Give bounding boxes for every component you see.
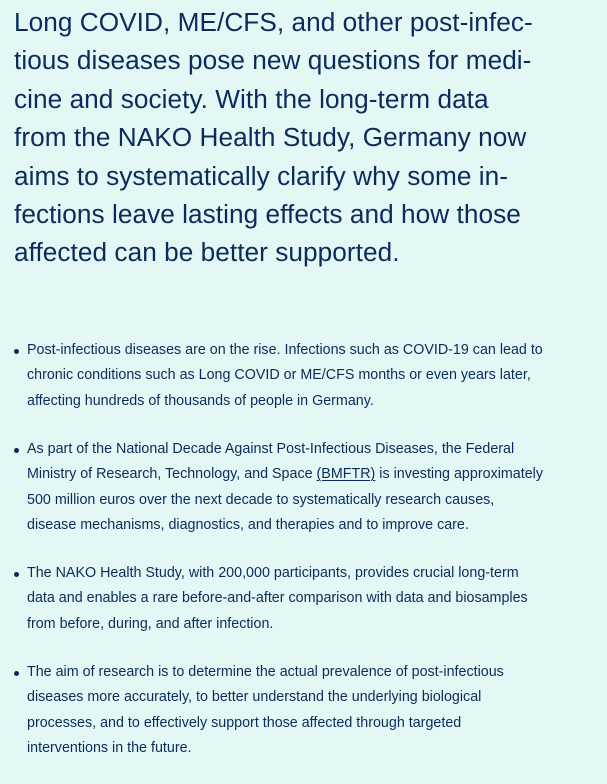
bullet-dot-icon [14,349,19,354]
key-point-text: Ministry of Research, Technology, and Space [27,466,317,483]
key-point-line: As part of the National Decade Against Post-Infectious Diseases, the Federal [27,440,515,457]
key-point-line: 500 million euros over the next decade to systematically research causes, [27,491,495,508]
key-point-line: processes, and to effectively support those affected through targeted [27,714,462,731]
key-point-line: from before, during, and after infection. [27,615,274,632]
key-point-line: disease mechanisms, diagnostics, and therapies and to improve care. [27,517,469,534]
key-point-rise [14,338,604,414]
lead-line: fections leave lasting effects and how those [14,199,521,230]
key-point-aim [14,660,604,762]
key-point-text: is investing approximately [375,466,543,483]
key-point-funding [14,437,604,539]
key-point-line: Post-infectious diseases are on the rise. Infections such as COVID-19 can lead to [27,342,543,358]
key-point-line: chronic conditions such as Long COVID or ME/CFS months or even years later, [27,367,531,384]
key-points-list [14,338,604,784]
key-point-nako [14,561,604,637]
key-point-line: diseases more accurately, to better understand the underlying biological [27,689,482,706]
lead-line: aims to systematically clarify why some in- [14,160,509,191]
lead-line: from the NAKO Health Study, Germany now [14,122,527,153]
bullet-dot-icon [14,671,19,676]
key-point-line: The aim of research is to determine the actual prevalence of post-infectious [27,663,504,680]
bullet-dot-icon [14,572,19,577]
lead-line: affected can be better supported. [14,237,400,268]
lead-line: cine and society. With the long-term data [14,83,489,114]
bullet-dot-icon [14,448,19,453]
key-point-line [27,462,604,487]
key-point-line: data and enables a rare before-and-after comparison with data and biosamples [27,590,528,607]
key-point-line: affecting hundreds of thousands of people in Germany. [27,392,374,409]
lead-paragraph [14,3,594,272]
lead-line: Long COVID, ME/CFS, and other post-infec- [14,7,533,37]
lead-line: tious diseases pose new questions for medi- [14,45,532,76]
bmftr-link[interactable]: (BMFTR) [316,466,376,483]
key-point-line: interventions in the future. [27,740,192,757]
key-point-line: The NAKO Health Study, with 200,000 participants, provides crucial long-term [27,565,519,582]
